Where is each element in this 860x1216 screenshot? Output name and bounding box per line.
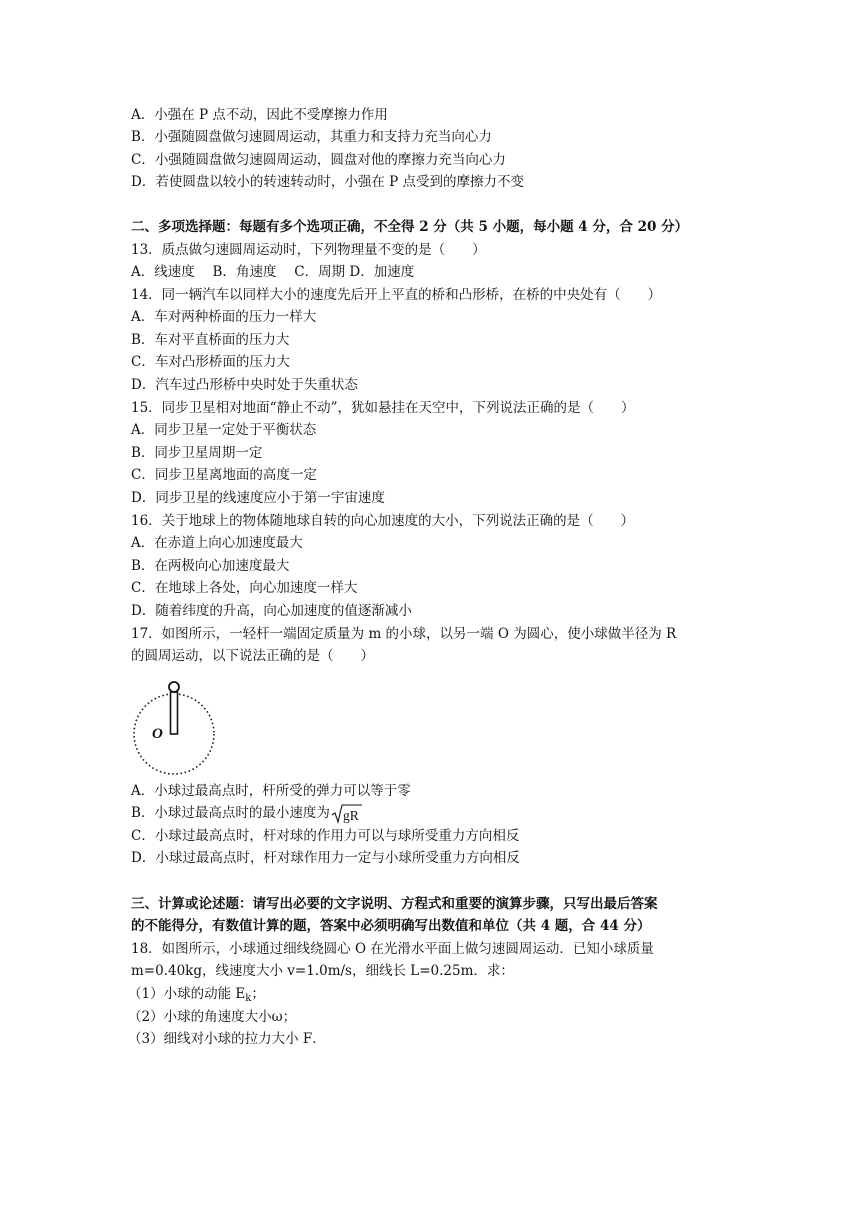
q14-option-d: D．汽车过凸形桥中央时处于失重状态 bbox=[131, 377, 358, 393]
ball bbox=[169, 682, 179, 692]
q13-options: A．线速度 B．角速度 C．周期 D．加速度 bbox=[131, 264, 415, 280]
sqrt-expression bbox=[331, 803, 363, 824]
section3-heading-line1: 三、计算或论述题：请写出必要的文字说明、方程式和重要的演算步骤，只写出最后答案 bbox=[131, 896, 658, 912]
center-label-o: O bbox=[152, 726, 163, 742]
q17-option-b bbox=[131, 803, 363, 824]
q15-option-d: D．同步卫星的线速度应小于第一宇宙速度 bbox=[131, 490, 385, 506]
q16-option-c: C．在地球上各处，向心加速度一样大 bbox=[131, 580, 358, 596]
section3-heading-line2: 的不能得分，有数值计算的题，答案中必须明确写出数值和单位（共 4 题，合 44 分） bbox=[131, 918, 651, 934]
section2-heading: 二、多项选择题：每题有多个选项正确，不全得 2 分（共 5 小题，每小题 4 分，合 20 分） bbox=[131, 219, 689, 235]
q12-option-a: A．小强在 P 点不动，因此不受摩擦力作用 bbox=[131, 107, 388, 123]
q14-option-c: C．车对凸形桥面的压力大 bbox=[131, 354, 290, 370]
q15-option-a: A．同步卫星一定处于平衡状态 bbox=[131, 422, 317, 438]
q17-option-c: C．小球过最高点时，杆对球的作用力可以与球所受重力方向相反 bbox=[131, 828, 520, 844]
q18-part1-suffix: ； bbox=[251, 986, 265, 1002]
q18-part1-subscript: k bbox=[245, 993, 252, 1004]
q12-option-c: C．小强随圆盘做匀速圆周运动，圆盘对他的摩擦力充当向心力 bbox=[131, 152, 506, 168]
q14-stem: 14．同一辆汽车以同样大小的速度先后开上平直的桥和凸形桥，在桥的中央处有（ ） bbox=[131, 287, 662, 303]
q14-option-a: A．车对两种桥面的压力一样大 bbox=[131, 309, 317, 325]
q18-part3: （3）细线对小球的拉力大小 F． bbox=[128, 1031, 326, 1047]
q16-option-b: B．在两极向心加速度最大 bbox=[131, 558, 290, 574]
q18-stem-line1: 18．如图所示，小球通过细线绕圆心 O 在光滑水平面上做匀速圆周运动．已知小球质量 bbox=[131, 941, 654, 957]
q18-part1-text: （1）小球的动能 E bbox=[128, 986, 246, 1002]
q17-stem-line2: 的圆周运动，以下说法正确的是（ ） bbox=[131, 648, 374, 664]
sqrt-radicand: gR bbox=[342, 807, 359, 823]
q15-option-c: C．同步卫星离地面的高度一定 bbox=[131, 467, 317, 483]
q16-option-a: A．在赤道上向心加速度最大 bbox=[131, 535, 303, 551]
q12-option-d: D．若使圆盘以较小的转速转动时，小强在 P 点受到的摩擦力不变 bbox=[131, 174, 524, 190]
q12-option-b: B．小强随圆盘做匀速圆周运动，其重力和支持力充当向心力 bbox=[131, 129, 492, 145]
light-rod bbox=[171, 692, 178, 734]
q17-option-b-text: B．小球过最高点时的最小速度为 bbox=[131, 805, 330, 821]
q18-part1 bbox=[128, 984, 265, 1009]
q14-option-b: B．车对平直桥面的压力大 bbox=[131, 332, 290, 348]
q17-figure bbox=[128, 678, 220, 776]
q17-stem-line1: 17．如图所示，一轻杆一端固定质量为 m 的小球，以另一端 O 为圆心，使小球做半径为 R bbox=[131, 626, 677, 642]
q15-option-b: B．同步卫星周期一定 bbox=[131, 445, 263, 461]
q13-stem: 13．质点做匀速圆周运动时，下列物理量不变的是（ ） bbox=[131, 242, 486, 258]
q18-stem-line2: m=0.40kg，线速度大小 v=1.0m/s，细线长 L=0.25m．求： bbox=[131, 963, 514, 979]
sqrt-icon bbox=[331, 804, 363, 824]
q17-option-a: A．小球过最高点时，杆所受的弹力可以等于零 bbox=[131, 783, 411, 799]
q18-part2: （2）小球的角速度大小ω； bbox=[128, 1009, 297, 1025]
q16-stem: 16．关于地球上的物体随地球自转的向心加速度的大小，下列说法正确的是（ ） bbox=[131, 513, 635, 529]
q16-option-d: D．随着纬度的升高，向心加速度的值逐渐减小 bbox=[131, 603, 412, 619]
q15-stem: 15．同步卫星相对地面“静止不动”，犹如悬挂在天空中，下列说法正确的是（ ） bbox=[131, 400, 635, 416]
q17-option-d: D．小球过最高点时，杆对球作用力一定与小球所受重力方向相反 bbox=[131, 850, 520, 866]
